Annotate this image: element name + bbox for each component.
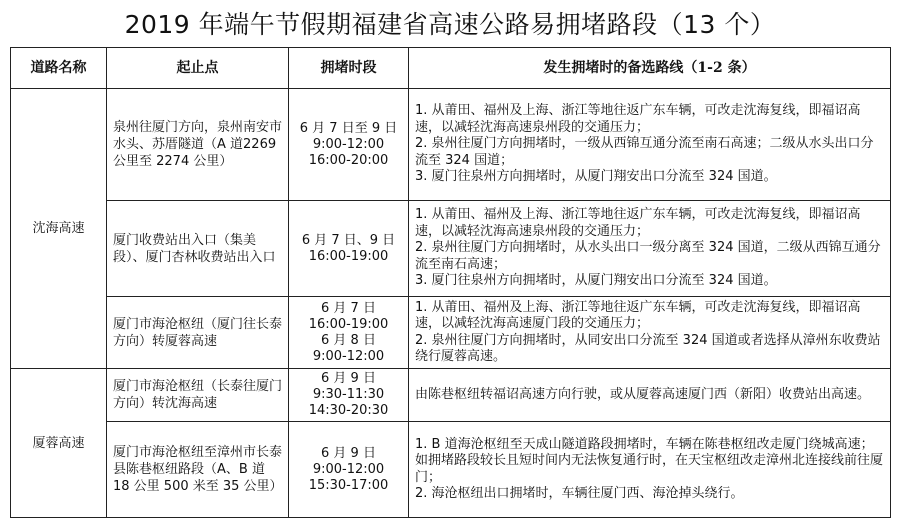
alt-route-cell xyxy=(409,422,891,518)
road-name-cell: 沈海高速 xyxy=(11,89,107,369)
time-line: 9:00-12:00 xyxy=(312,461,385,477)
road-name-cell: 厦蓉高速 xyxy=(11,369,107,518)
alt-route-line: 2. 泉州往厦门方向拥堵时，从同安出口分流至 324 国道或者选择从漳州东收费站绕行厦蓉高速。 xyxy=(415,332,881,364)
header-section: 起止点 xyxy=(107,48,289,89)
time-line: 9:00-12:00 xyxy=(312,136,385,152)
time-cell xyxy=(289,89,409,201)
time-line: 15:30-17:00 xyxy=(308,477,389,493)
section-cell: 厦门收费站出入口（集美段）、厦门杏林收费站出入口 xyxy=(107,201,289,297)
header-road: 道路名称 xyxy=(11,48,107,89)
time-line: 6 月 7 日 xyxy=(321,300,376,316)
alt-route-line: 2. 海沧枢纽出口拥堵时，车辆往厦门西、海沧掉头绕行。 xyxy=(415,486,744,501)
time-line: 16:00-19:00 xyxy=(308,316,389,332)
alt-route-line: 2. 泉州往厦门方向拥堵时，一级从西锦互通分流至南石高速；二级从水头出口分流至 324 国道； xyxy=(415,136,874,168)
section-cell: 厦门市海沧枢纽至漳州市长泰县陈巷枢纽路段（A、B 道 18 公里 500 米至 35 公里） xyxy=(107,422,289,518)
time-line: 9:00-12:00 xyxy=(312,348,385,364)
alt-route-line: 3. 厦门往泉州方向拥堵时，从厦门翔安出口分流至 324 国道。 xyxy=(415,273,777,289)
time-line: 6 月 9 日 xyxy=(321,371,376,386)
alt-route-line: 3. 厦门往泉州方向拥堵时，从厦门翔安出口分流至 324 国道。 xyxy=(415,169,777,185)
time-line: 16:00-19:00 xyxy=(308,248,389,264)
table-row xyxy=(11,422,891,518)
time-line: 6 月 7 日至 9 日 xyxy=(299,120,398,136)
time-line: 6 月 8 日 xyxy=(321,332,376,348)
table-row xyxy=(11,201,891,297)
table-header-row xyxy=(11,48,891,89)
section-cell: 泉州往厦门方向，泉州南安市水头、苏厝隧道（A 道2269 公里至 2274 公里） xyxy=(107,89,289,201)
table-row xyxy=(11,369,891,422)
time-line: 6 月 9 日 xyxy=(321,445,376,461)
time-line: 9:30-11:30 xyxy=(312,387,385,402)
header-alt-route: 发生拥堵时的备选路线（1-2 条） xyxy=(409,48,891,89)
alt-route-cell xyxy=(409,297,891,369)
congestion-table xyxy=(10,47,891,518)
header-time: 拥堵时段 xyxy=(289,48,409,89)
time-cell xyxy=(289,422,409,518)
alt-route-line: 1. B 道海沧枢纽至天成山隧道路段拥堵时，车辆在陈巷枢纽改走厦门绕城高速；如拥堵路段较长且短时间内无法恢复通行时，在天宝枢纽改走漳州北连接线前往厦门； xyxy=(415,436,884,485)
time-cell xyxy=(289,201,409,297)
alt-route-line: 1. 从莆田、福州及上海、浙江等地往返广东车辆，可改走沈海复线，即福诏高速，以减轻沈海高速厦门段的交通压力； xyxy=(415,299,861,331)
time-line: 16:00-20:00 xyxy=(308,152,389,168)
alt-route-line: 由陈巷枢纽转福诏高速方向行驶，或从厦蓉高速厦门西（新阳）收费站出高速。 xyxy=(415,386,871,402)
alt-route-line: 1. 从莆田、福州及上海、浙江等地往返广东车辆，可改走沈海复线，即福诏高速，以减轻沈海高速泉州段的交通压力； xyxy=(415,207,861,239)
section-cell: 厦门市海沧枢纽（长泰往厦门方向）转沈海高速 xyxy=(107,369,289,422)
table-row xyxy=(11,297,891,369)
alt-route-line: 2. 泉州往厦门方向拥堵时，从水头出口一级分离至 324 国道，二级从西锦互通分流至南石高速； xyxy=(415,240,881,272)
time-line: 14:30-20:30 xyxy=(308,403,389,418)
alt-route-cell xyxy=(409,89,891,201)
alt-route-cell xyxy=(409,201,891,297)
time-line: 6 月 7 日、9 日 xyxy=(301,232,396,248)
time-cell xyxy=(289,297,409,369)
page-title: 2019 年端午节假期福建省高速公路易拥堵路段（13 个） xyxy=(124,10,776,39)
alt-route-line: 1. 从莆田、福州及上海、浙江等地往返广东车辆，可改走沈海复线，即福诏高速，以减轻沈海高速泉州段的交通压力； xyxy=(415,103,861,135)
alt-route-cell xyxy=(409,369,891,422)
table-row xyxy=(11,89,891,201)
time-cell xyxy=(289,369,409,422)
section-cell: 厦门市海沧枢纽（厦门往长泰方向）转厦蓉高速 xyxy=(107,297,289,369)
